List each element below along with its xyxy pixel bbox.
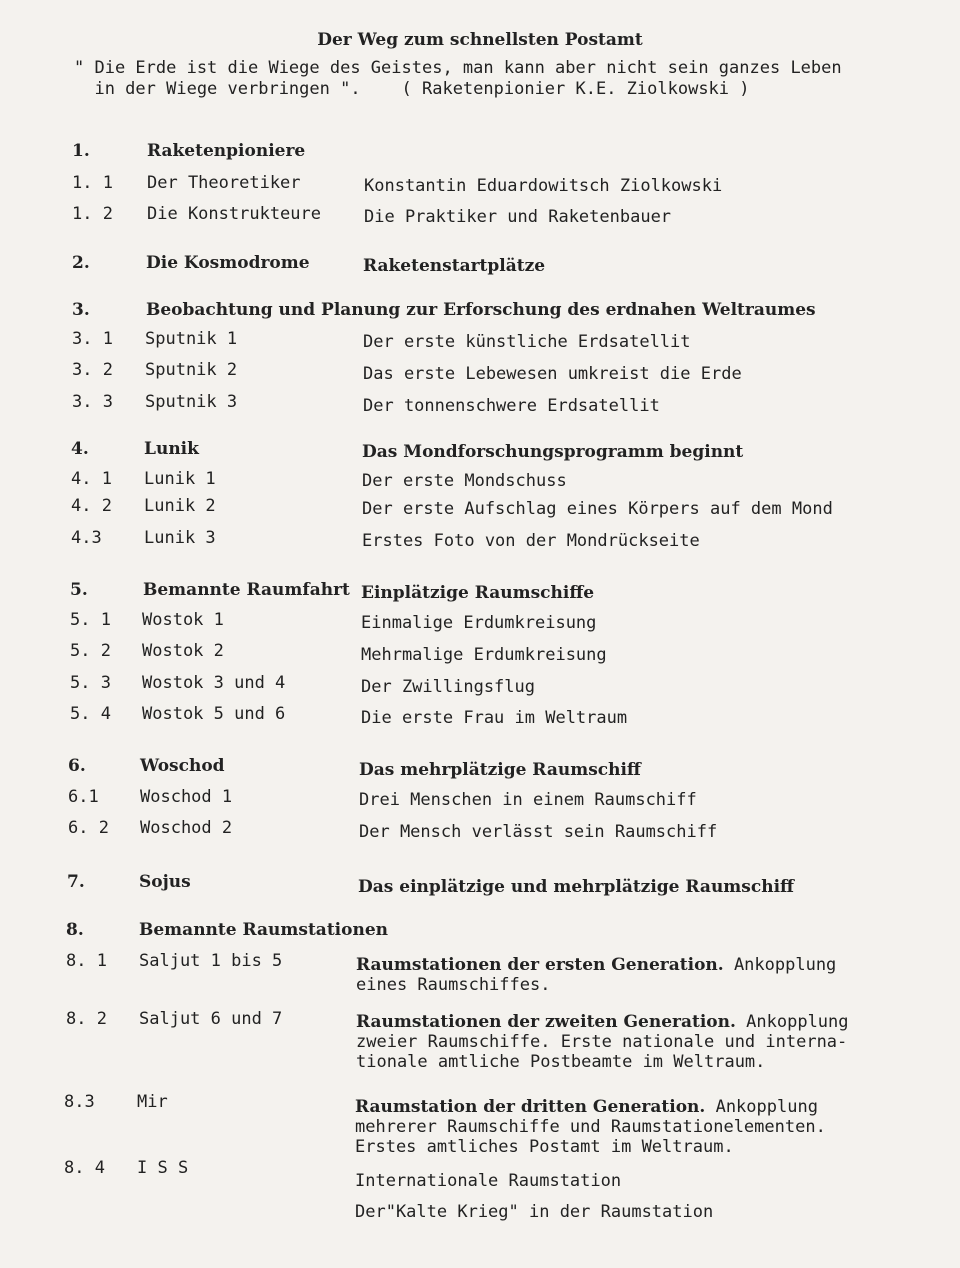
item-description: Der tonnenschwere Erdsatellit [363, 396, 660, 416]
description-line-1: Internationale Raumstation [355, 1171, 622, 1191]
quote-line-1: " Die Erde ist die Wiege des Geistes, man kann aber nicht sein ganzes Leben [74, 58, 842, 78]
quote-line-2: in der Wiege verbringen ". ( Raketenpionier K.E. Ziolkowski ) [74, 79, 750, 99]
item-number: 4. 2 [71, 496, 112, 516]
description-line-2: eines Raumschiffes. [356, 975, 551, 995]
item-description: Mehrmalige Erdumkreisung [361, 645, 607, 665]
item-number: 5. 4 [70, 704, 111, 724]
item-description: Erstes Foto von der Mondrückseite [362, 531, 700, 551]
description-bold: Raumstationen der zweiten Generation. [356, 1012, 736, 1032]
item-label: Wostok 2 [142, 641, 224, 661]
item-description [355, 1097, 826, 1157]
item-label: Sputnik 2 [145, 360, 238, 380]
section-heading: Bemannte Raumstationen [139, 920, 388, 940]
section-number: 4. [71, 439, 89, 459]
item-number: 3. 2 [72, 360, 113, 380]
item-number: 3. 3 [72, 392, 113, 412]
item-number: 3. 1 [72, 329, 113, 349]
section-number: 2. [72, 253, 90, 273]
section-number: 8. [66, 920, 84, 940]
item-number: 6.1 [68, 787, 99, 807]
section-description: Das Mondforschungsprogramm beginnt [362, 442, 744, 462]
item-description: Das erste Lebewesen umkreist die Erde [363, 364, 742, 384]
item-number: 8. 4 [64, 1158, 105, 1178]
section-description: Einplätzige Raumschiffe [361, 583, 595, 603]
description-line-3: tionale amtliche Postbeamte im Weltraum. [356, 1052, 766, 1072]
section-heading: Sojus [139, 872, 191, 892]
description-line-2: Der"Kalte Krieg" in der Raumstation [355, 1202, 714, 1222]
section-heading: Die Kosmodrome [146, 253, 310, 273]
item-description [356, 1012, 849, 1072]
description-line-3: Erstes amtliches Postamt im Weltraum. [355, 1137, 734, 1157]
description-bold: Raumstation der dritten Generation. [355, 1097, 706, 1117]
item-description: Der Mensch verlässt sein Raumschiff [359, 822, 718, 842]
item-description [355, 1166, 713, 1228]
section-description: Das mehrplätzige Raumschiff [359, 760, 641, 780]
item-number: 1. 2 [72, 204, 113, 224]
description-rest: Ankopplung [705, 1097, 818, 1117]
item-label: Lunik 1 [144, 469, 216, 489]
item-label: Sputnik 3 [145, 392, 238, 412]
item-label: Woschod 1 [140, 787, 233, 807]
item-number: 5. 1 [70, 610, 111, 630]
item-label: Wostok 3 und 4 [142, 673, 286, 693]
item-description: Einmalige Erdumkreisung [361, 613, 597, 633]
item-number: 4. 1 [71, 469, 112, 489]
item-description: Der erste Aufschlag eines Körpers auf dem Mond [362, 499, 833, 519]
item-label: Saljut 1 bis 5 [139, 951, 283, 971]
section-heading: Woschod [140, 756, 225, 776]
section-number: 3. [72, 300, 90, 320]
item-description: Der erste künstliche Erdsatellit [363, 332, 691, 352]
item-description: Die erste Frau im Weltraum [361, 708, 628, 728]
section-description: Das einplätzige und mehrplätzige Raumschiff [358, 877, 794, 897]
item-label: Lunik 2 [144, 496, 216, 516]
section-heading: Raketenpioniere [147, 141, 306, 161]
epigraph-quote [74, 58, 842, 100]
item-description: Drei Menschen in einem Raumschiff [359, 790, 697, 810]
page-title: Der Weg zum schnellsten Postamt [317, 30, 643, 50]
item-description: Die Praktiker und Raketenbauer [364, 207, 672, 227]
item-number: 5. 2 [70, 641, 111, 661]
item-number: 8.3 [64, 1092, 95, 1112]
item-number: 8. 2 [66, 1009, 107, 1029]
description-rest: Ankopplung [723, 955, 837, 975]
section-heading: Lunik [144, 439, 199, 459]
item-description: Der erste Mondschuss [362, 471, 567, 491]
item-label: I S S [137, 1158, 189, 1178]
section-heading: Bemannte Raumfahrt [143, 580, 350, 600]
item-label: Woschod 2 [140, 818, 233, 838]
item-label: Mir [137, 1092, 168, 1112]
item-number: 5. 3 [70, 673, 111, 693]
item-label: Wostok 5 und 6 [142, 704, 286, 724]
description-line-2: zweier Raumschiffe. Erste nationale und interna- [356, 1032, 848, 1052]
item-number: 6. 2 [68, 818, 109, 838]
section-number: 6. [68, 756, 86, 776]
item-label: Sputnik 1 [145, 329, 238, 349]
item-label: Die Konstrukteure [147, 204, 321, 224]
item-number: 8. 1 [66, 951, 107, 971]
item-label: Lunik 3 [144, 528, 216, 548]
item-number: 1. 1 [72, 173, 113, 193]
item-description [356, 955, 836, 995]
item-number: 4.3 [71, 528, 102, 548]
section-number: 7. [67, 872, 85, 892]
item-label: Saljut 6 und 7 [139, 1009, 283, 1029]
section-number: 1. [72, 141, 90, 161]
section-number: 5. [70, 580, 88, 600]
section-description: Raketenstartplätze [363, 256, 546, 276]
item-description: Konstantin Eduardowitsch Ziolkowski [364, 176, 723, 196]
section-heading: Beobachtung und Planung zur Erforschung des erdnahen Weltraumes [146, 300, 816, 320]
description-rest: Ankopplung [735, 1012, 849, 1032]
item-description: Der Zwillingsflug [361, 677, 535, 697]
description-line-2: mehrerer Raumschiffe und Raumstationelementen. [355, 1117, 826, 1137]
item-label: Der Theoretiker [147, 173, 301, 193]
item-label: Wostok 1 [142, 610, 224, 630]
description-bold: Raumstationen der ersten Generation. [356, 955, 724, 975]
